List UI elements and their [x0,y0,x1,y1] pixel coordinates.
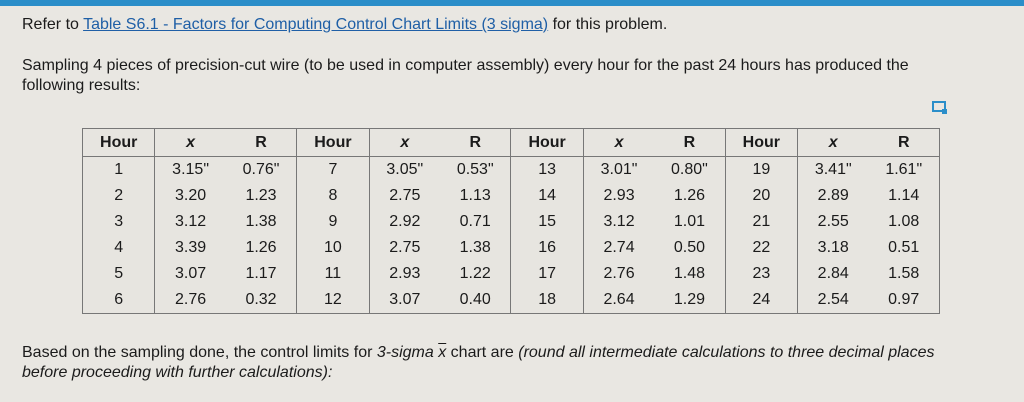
cell-hour: 3 [83,209,155,235]
cell-hour: 21 [725,209,797,235]
cell-hour: 17 [511,261,583,287]
cell-hour: 10 [297,235,369,261]
cell-r: 0.40 [440,287,511,314]
cell-r: 1.23 [245,187,277,204]
cell-r: 1.17 [245,265,277,282]
cell-r: 1.08 [868,209,939,235]
cell-hour: 5 [83,261,155,287]
cell-hour: 2 [83,183,155,209]
cell-r: 1.26 [673,187,706,204]
cell-hour: 4 [83,235,155,261]
intro-suffix: for this problem. [548,16,668,33]
cell-xbar: 3.12 [175,213,207,230]
cell-r: 1.26 [245,239,277,256]
cell-r: 1.61" [868,157,939,184]
cell-r: 1.14 [868,183,939,209]
question-text [22,343,982,383]
problem-statement: Sampling 4 pieces of precision-cut wire (to be used in computer assembly) every hour for the past 24 hours has produced the following results: [22,57,909,94]
cell-hour: 15 [511,209,583,235]
cell-xbar: 2.84 [817,265,849,282]
cell-r: 0.32 [226,287,297,314]
cell-xbar: 2.75 [389,239,421,256]
col-header-r: R [868,129,939,157]
table-row [83,261,940,287]
cell-hour: 14 [511,183,583,209]
cell-xbar: 3.15" [172,161,209,178]
cell-xbar: 3.01" [600,161,638,178]
cell-xbar: 3.05" [386,161,424,178]
cell-xbar: 3.07 [369,287,440,314]
rounding-instruction: (round all intermediate calculations to three decimal places before proceeding with further calculations): [22,344,935,381]
cell-xbar: 2.76 [603,265,635,282]
col-header-r: R [654,129,725,157]
intro-text [22,16,667,34]
cell-hour: 12 [297,287,369,314]
col-header-r: R [226,129,297,157]
cell-r: 1.13 [459,187,491,204]
question-part4: chart are [446,344,519,361]
cell-hour: 9 [297,209,369,235]
cell-xbar: 3.18 [817,239,849,256]
cell-r: 0.76" [242,161,280,178]
cell-xbar: 2.75 [389,187,421,204]
col-header-xbar: x [798,129,869,157]
table-row [83,287,940,314]
col-header-hour: Hour [83,129,155,157]
cell-xbar: 3.39 [175,239,207,256]
cell-r: 1.38 [245,213,277,230]
cell-hour: 18 [511,287,583,314]
cell-hour: 20 [725,183,797,209]
cell-hour: 23 [725,261,797,287]
question-sigma: 3-sigma [376,344,434,361]
cell-r: 0.97 [868,287,939,314]
table-row [83,183,940,209]
col-header-xbar: x [155,129,226,157]
factors-table-link[interactable]: Table S6.1 - Factors for Computing Control Chart Limits (3 sigma) [83,16,549,33]
cell-hour: 1 [83,157,155,184]
cell-hour: 6 [83,287,155,314]
top-accent-bar [0,0,1024,6]
cell-xbar: 2.89 [817,187,849,204]
cell-hour: 13 [511,157,583,184]
cell-hour: 24 [725,287,797,314]
table-body [83,157,940,314]
table-header-row [83,129,940,157]
cell-r: 0.71 [459,213,491,230]
cell-r: 0.80" [671,161,708,178]
cell-r: 1.58 [868,261,939,287]
cell-hour: 16 [511,235,583,261]
cell-hour: 22 [725,235,797,261]
table-row [83,209,940,235]
cell-xbar: 3.20 [175,187,207,204]
cell-r: 1.01 [673,213,706,230]
cell-xbar: 3.41" [814,161,852,178]
cell-xbar: 2.76 [155,287,226,314]
cell-xbar: 2.92 [389,213,421,230]
table-row [83,235,940,261]
cell-xbar: 2.93 [603,187,635,204]
cell-hour: 19 [725,157,797,184]
cell-xbar: 2.74 [603,239,635,256]
col-header-xbar: x [583,129,654,157]
col-header-r: R [440,129,511,157]
cell-r: 1.38 [459,239,491,256]
col-header-xbar: x [369,129,440,157]
cell-hour: 11 [297,261,369,287]
col-header-hour: Hour [297,129,369,157]
cell-r: 0.51 [868,235,939,261]
table-row [83,157,940,184]
cell-r: 0.53" [456,161,494,178]
cell-xbar: 3.07 [175,265,207,282]
question-part1: Based on the sampling done, the control limits for [22,344,377,361]
cell-hour: 8 [297,183,369,209]
cell-hour: 7 [297,157,369,184]
cell-r: 1.22 [459,265,491,282]
cell-xbar: 2.54 [798,287,869,314]
cell-xbar: 3.12 [603,213,635,230]
cell-r: 0.50 [673,239,706,256]
sample-data-table [82,128,940,314]
cell-xbar: 2.93 [389,265,421,282]
xbar-symbol: $\overline{x}$ [438,344,447,361]
col-header-hour: Hour [511,129,583,157]
cell-xbar: 2.64 [583,287,654,314]
cell-r: 1.48 [673,265,706,282]
col-header-hour: Hour [725,129,797,157]
intro-prefix: Refer to [22,16,84,33]
edit-icon[interactable] [932,101,948,115]
cell-r: 1.29 [654,287,725,314]
cell-xbar: 2.55 [817,213,849,230]
